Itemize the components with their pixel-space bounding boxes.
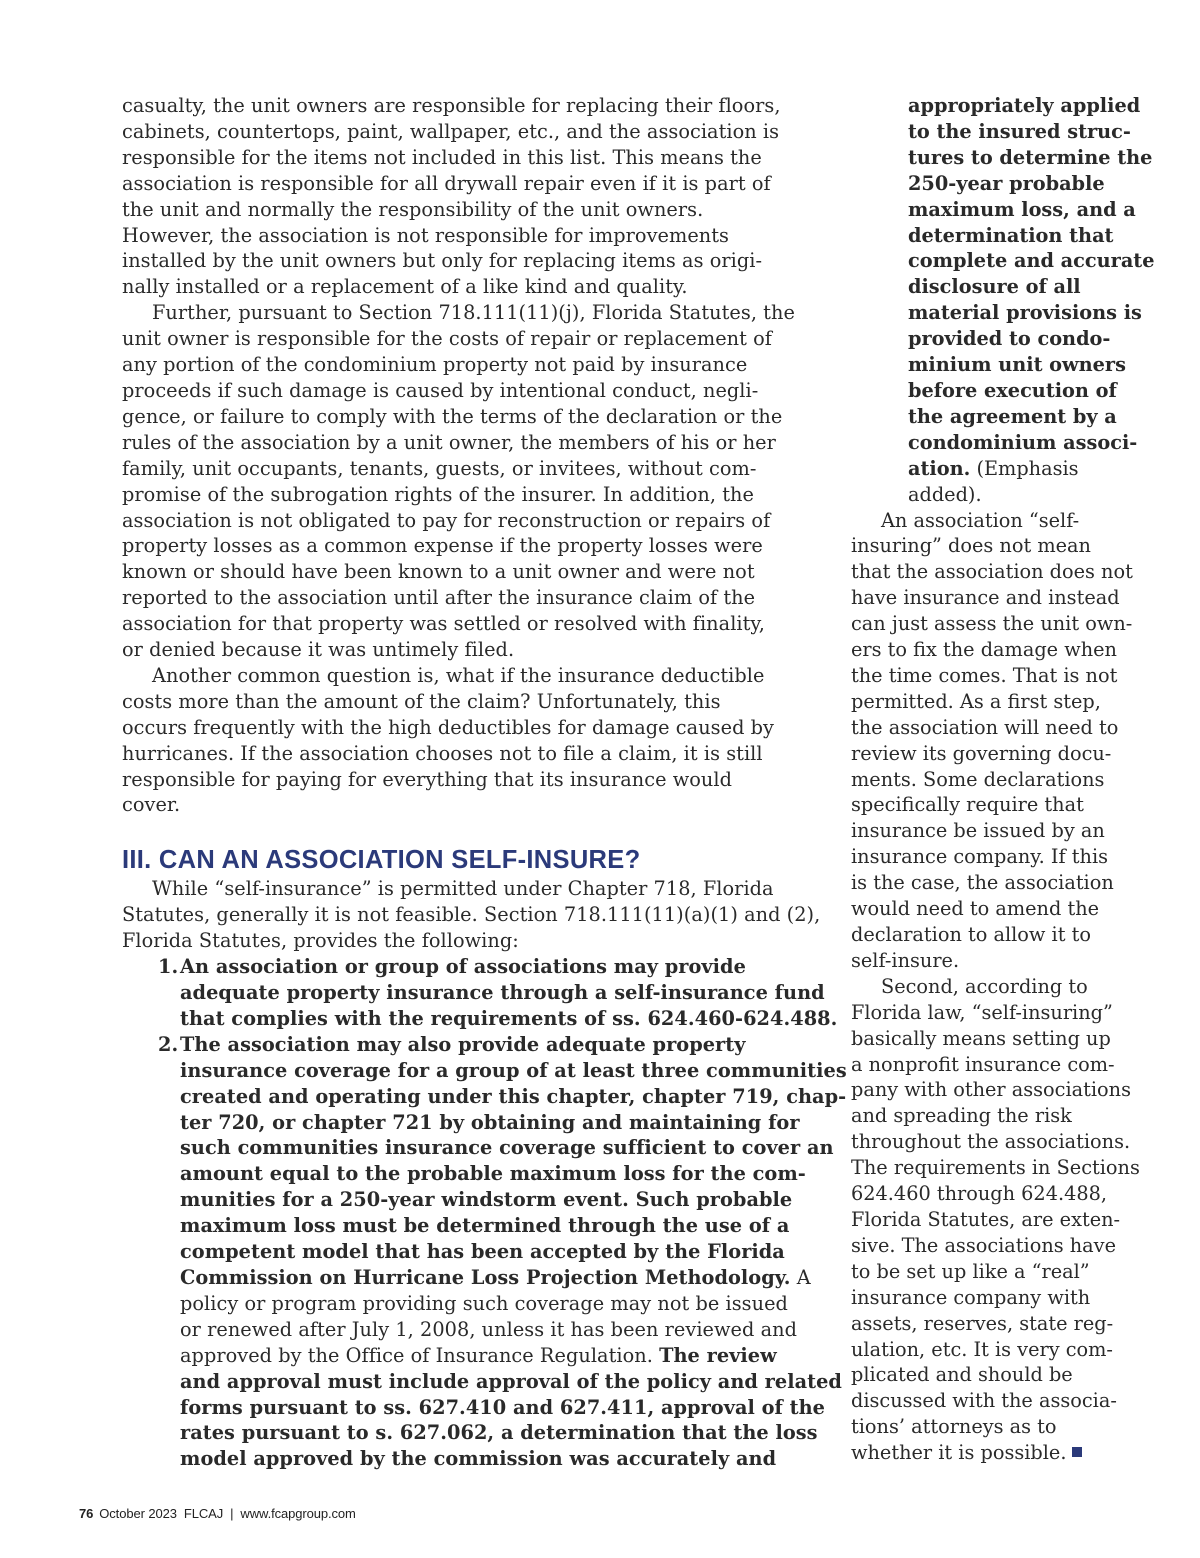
end-of-article-mark — [1072, 1447, 1082, 1457]
line: rates pursuant to s. 627.062, a determination that the loss — [180, 1421, 818, 1445]
line: The association may also provide adequate property — [180, 1032, 746, 1056]
line: basically means setting up — [851, 1026, 1111, 1050]
line: and spreading the risk — [851, 1104, 1072, 1128]
paragraph-florida-law — [851, 974, 1140, 1440]
line: condominium associ- — [908, 430, 1138, 454]
line: to the insured struc- — [908, 119, 1131, 143]
line: An association or group of associations may provide — [180, 955, 746, 979]
line: ation. (Emphasis — [908, 456, 1079, 480]
line: insurance company. If this — [851, 845, 1109, 869]
line: declaration to allow it to — [851, 923, 1091, 946]
line: to be set up like a “real” — [851, 1259, 1090, 1283]
line: provided to condo- — [908, 327, 1111, 351]
bold-statute-tail — [180, 1369, 842, 1473]
section-heading: III. CAN AN ASSOCIATION SELF-INSURE? — [122, 846, 641, 875]
paragraph-deductible-question — [122, 663, 774, 818]
line: self-insure. — [851, 948, 960, 972]
line: promise of the subrogation rights of the insurer. In addition, the — [122, 482, 754, 506]
line: The requirements in Sections — [851, 1156, 1140, 1180]
line: complete and accurate — [908, 249, 1155, 273]
line: proceeds if such damage is caused by intentional conduct, negli- — [122, 378, 759, 402]
line: costs more than the amount of the claim? Unfortunately, this — [122, 689, 721, 713]
statute-list — [122, 954, 847, 1472]
line: cover. — [122, 793, 181, 817]
line: model approved by the commission was accurately and — [180, 1447, 777, 1471]
line: disclosure of all — [908, 275, 1081, 299]
line: discussed with the associa- — [851, 1389, 1117, 1413]
line: amount equal to the probable maximum loss for the com- — [180, 1162, 806, 1186]
line: association is not obligated to pay for reconstruction or repairs of — [122, 508, 771, 532]
line: the time comes. That is not — [851, 663, 1118, 687]
line: added). — [908, 482, 982, 506]
line: Florida law, “self-insuring” — [851, 1000, 1113, 1024]
line: Another common question is, what if the insurance deductible — [152, 663, 765, 687]
footer-text: October 2023 FLCAJ | www.fcapgroup.com — [99, 1506, 356, 1521]
line: approved by the Office of Insurance Regulation. The review — [180, 1343, 777, 1367]
paragraph-self-insuring-meaning — [851, 508, 1133, 974]
line: maximum loss, and a — [908, 197, 1136, 221]
line: Florida Statutes, provides the following: — [122, 929, 519, 953]
line: can just assess the unit own- — [851, 612, 1133, 636]
line: 624.460 through 624.488, — [851, 1182, 1108, 1206]
line: created and operating under this chapter, chapter 719, chap- — [180, 1084, 847, 1108]
line: 250-year probable — [908, 171, 1105, 195]
line: is the case, the association — [851, 871, 1114, 895]
line: maximum loss must be determined through the use of a — [180, 1214, 790, 1238]
list-item — [122, 954, 838, 1032]
paragraph-self-insurance-intro — [122, 876, 821, 954]
line: a nonprofit insurance com- — [851, 1052, 1115, 1076]
line: While “self-insurance” is permitted under Chapter 718, Florida — [152, 877, 774, 901]
paragraph-deductible-responsibility — [122, 93, 781, 300]
page-footer — [79, 1506, 356, 1521]
line: property losses as a common expense if the property losses were — [122, 534, 763, 558]
line: rules of the association by a unit owner, the members of his or her — [122, 430, 776, 454]
line: before execution of — [908, 378, 1117, 402]
line: such communities insurance coverage sufficient to cover an — [180, 1136, 834, 1160]
line: Statutes, generally it is not feasible. Section 718.111(11)(a)(1) and (2), — [122, 903, 821, 927]
list-number: 2. — [158, 1032, 179, 1056]
page-number: 76 — [79, 1506, 94, 1521]
line: policy or program providing such coverage may not be issued — [180, 1291, 788, 1315]
line: installed by the unit owners but only for replacing items as origi- — [122, 249, 763, 273]
line: material provisions is — [908, 301, 1142, 325]
line: the agreement by a — [908, 404, 1117, 428]
line: throughout the associations. — [851, 1130, 1131, 1154]
line: munities for a 250-year windstorm event. Such probable — [180, 1188, 793, 1212]
line: the unit and normally the responsibility of the unit owners. — [122, 197, 704, 221]
left-column — [122, 93, 847, 1472]
line: Further, pursuant to Section 718.111(11)(j), Florida Statutes, the — [152, 301, 795, 325]
line: insurance company with — [851, 1285, 1091, 1309]
list-item-text — [180, 954, 838, 1032]
line: have insurance and instead — [851, 586, 1120, 610]
line: Commission on Hurricane Loss Projection Methodology. A — [180, 1265, 811, 1289]
right-column — [851, 93, 1155, 1466]
line: ments. Some declarations — [851, 767, 1105, 791]
line: plicated and should be — [851, 1363, 1073, 1387]
line: or denied because it was untimely filed. — [122, 638, 515, 662]
line: family, unit occupants, tenants, guests, or invitees, without com- — [122, 456, 757, 480]
line: appropriately applied — [908, 94, 1141, 117]
line: gence, or failure to comply with the terms of the declaration or the — [122, 404, 783, 428]
line: review its governing docu- — [851, 741, 1112, 765]
line: adequate property insurance through a self-insurance fund — [180, 981, 825, 1004]
line: any portion of the condominium property not paid by insurance — [122, 353, 748, 377]
line: competent model that has been accepted by the Florida — [180, 1240, 785, 1264]
line: determination that — [908, 223, 1114, 247]
line: tures to determine the — [908, 145, 1153, 169]
line: reported to the association until after the insurance claim of the — [122, 586, 756, 610]
line: unit owner is responsible for the costs of repair or replacement of — [122, 327, 772, 351]
plain-statute-text — [180, 1291, 797, 1343]
line: minium unit owners — [908, 353, 1126, 377]
line: specifically require that — [851, 793, 1084, 817]
line: occurs frequently with the high deductibles for damage caused by — [122, 715, 774, 739]
bold-continuation — [908, 93, 1155, 456]
line: nally installed or a replacement of a like kind and quality. — [122, 275, 688, 299]
line: association is responsible for all drywall repair even if it is part of — [122, 171, 771, 195]
line: insurance be issued by an — [851, 819, 1105, 843]
list-item — [122, 1032, 847, 1472]
line: forms pursuant to ss. 627.410 and 627.411, approval of the — [180, 1395, 825, 1419]
line: responsible for the items not included in this list. This means the — [122, 145, 762, 169]
line: the association will need to — [851, 715, 1119, 739]
line: insurance coverage for a group of at least three communities — [180, 1058, 847, 1082]
line: insuring” does not mean — [851, 534, 1091, 558]
line: permitted. As a first step, — [851, 689, 1101, 713]
line: However, the association is not responsible for improvements — [122, 223, 729, 247]
line: association for that property was settled or resolved with finality, — [122, 612, 765, 636]
line: Florida Statutes, are exten- — [851, 1207, 1121, 1231]
list-number: 1. — [158, 955, 179, 979]
line: would need to amend the — [851, 897, 1100, 921]
line: responsible for paying for everything that its insurance would — [122, 767, 732, 791]
line: tions’ attorneys as to — [851, 1415, 1057, 1439]
line: ulation, etc. It is very com- — [851, 1337, 1113, 1361]
line: known or should have been known to a unit owner and were not — [122, 560, 755, 584]
line: or renewed after July 1, 2008, unless it has been reviewed and — [180, 1317, 797, 1341]
line: assets, reserves, state reg- — [851, 1311, 1114, 1335]
line: cabinets, countertops, paint, wallpaper, etc., and the association is — [122, 119, 780, 143]
last-line: whether it is possible. — [851, 1440, 1121, 1466]
line: Second, according to — [881, 974, 1088, 998]
paragraph-unit-owner-costs — [122, 300, 795, 663]
bold-statute-text — [180, 1032, 847, 1265]
line: that complies with the requirements of ss. 624.460-624.488. — [180, 1006, 838, 1030]
statute-continuation — [851, 93, 1155, 508]
line: ers to fix the damage when — [851, 638, 1117, 662]
line: that the association does not — [851, 560, 1133, 584]
line: and approval must include approval of the policy and related — [180, 1369, 842, 1393]
line: hurricanes. If the association chooses not to file a claim, it is still — [122, 741, 763, 765]
line: casualty, the unit owners are responsible for replacing their floors, — [122, 94, 781, 117]
line: An association “self- — [881, 508, 1080, 532]
line: pany with other associations — [851, 1078, 1131, 1102]
line: ter 720, or chapter 721 by obtaining and maintaining for — [180, 1110, 800, 1134]
list-item-text — [180, 1032, 847, 1472]
line: sive. The associations have — [851, 1233, 1116, 1257]
